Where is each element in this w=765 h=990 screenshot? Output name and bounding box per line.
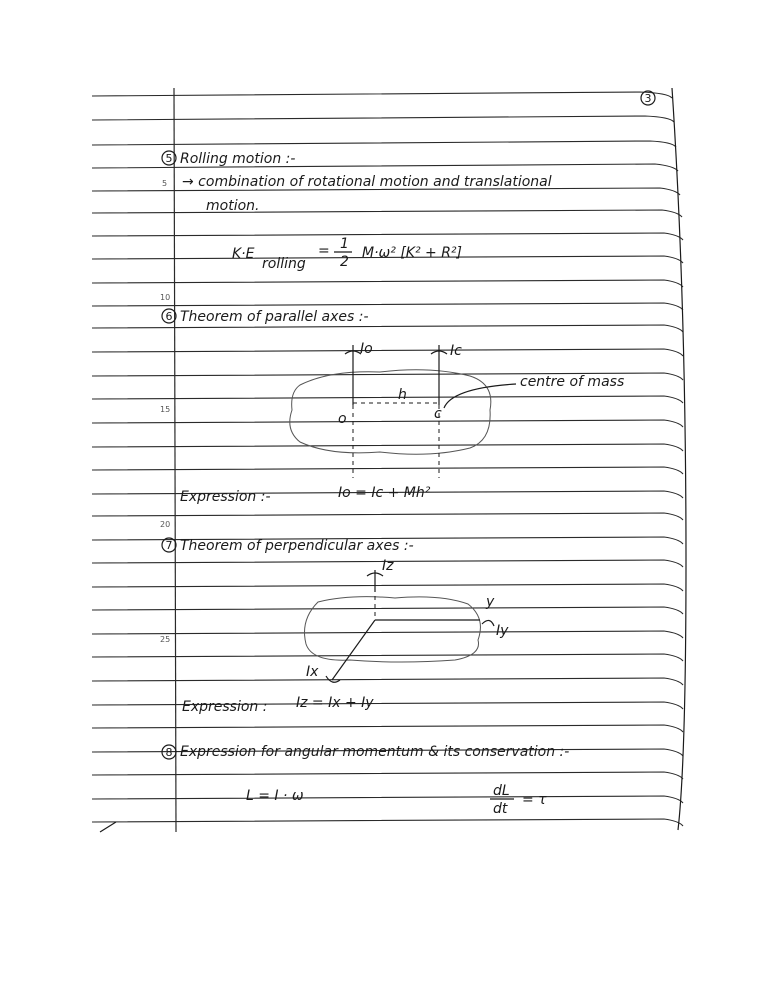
section-number: 8 (165, 746, 173, 759)
axis-label-x: Ix (306, 664, 319, 680)
expression-label: Expression : (182, 699, 268, 715)
axis-mark-y: y (486, 594, 495, 610)
axis-label-o: Io (360, 341, 373, 357)
section-heading: Expression for angular momentum & its conservation :- (180, 744, 570, 760)
formula-lhs: K·E (232, 246, 255, 262)
line-numbers (160, 179, 170, 644)
section-body-line: motion. (206, 198, 260, 214)
section-heading: Theorem of perpendicular axes :- (180, 538, 414, 554)
perpendicular-axes-diagram (305, 558, 510, 682)
formula-rhs: M·ω² [K² + R²] (362, 245, 463, 261)
expression-label: Expression :- (180, 489, 271, 505)
formula-equals: = (318, 243, 330, 259)
body-outline (290, 370, 491, 455)
section-number: 7 (165, 539, 173, 552)
point-label-o: o (338, 411, 347, 427)
section-heading: Rolling motion :- (180, 151, 296, 167)
lamina-outline (305, 597, 481, 662)
formula-numerator: dL (493, 783, 510, 799)
section-body-line: → combination of rotational motion and translational (182, 174, 552, 190)
callout-line (444, 384, 516, 408)
formula-subscript: rolling (262, 256, 306, 272)
expression: Io = Ic + Mh² (338, 485, 431, 501)
axis-label-y: Iy (496, 623, 509, 639)
formula-left: L = I · ω (246, 788, 304, 804)
formula-numerator: 1 (340, 236, 349, 252)
formula-denominator: dt (493, 801, 508, 817)
rotation-arrow-icon (482, 620, 494, 626)
line-number-20: 20 (160, 520, 171, 529)
parallel-axes-diagram (290, 341, 624, 478)
point-label-c: c (434, 406, 442, 422)
section-heading: Theorem of parallel axes :- (180, 309, 369, 325)
axis-label-c: Ic (450, 343, 462, 359)
callout-label: centre of mass (520, 374, 625, 390)
section-parallel-axes (162, 309, 624, 505)
distance-label: h (398, 387, 407, 403)
margin-line (174, 88, 176, 832)
section-number: 6 (165, 310, 173, 323)
section-angular-momentum (162, 744, 569, 817)
expression: Iz = Ix + Iy (296, 695, 374, 711)
formula-denominator: 2 (340, 254, 349, 270)
line-number-25: 25 (160, 635, 171, 644)
page-number: 3 (644, 92, 652, 105)
line-number-5: 5 (162, 179, 168, 188)
ruled-lines (92, 92, 683, 826)
section-perpendicular-axes (162, 538, 509, 715)
line-number-10: 10 (160, 293, 171, 302)
axis-label-z: Iz (382, 558, 394, 574)
line-number-15: 15 (160, 405, 171, 414)
page-corner-mark (100, 822, 116, 832)
section-number: 5 (165, 152, 173, 165)
page-edge (672, 88, 686, 830)
x-axis-line (332, 620, 375, 680)
formula-right: = τ (522, 792, 547, 808)
